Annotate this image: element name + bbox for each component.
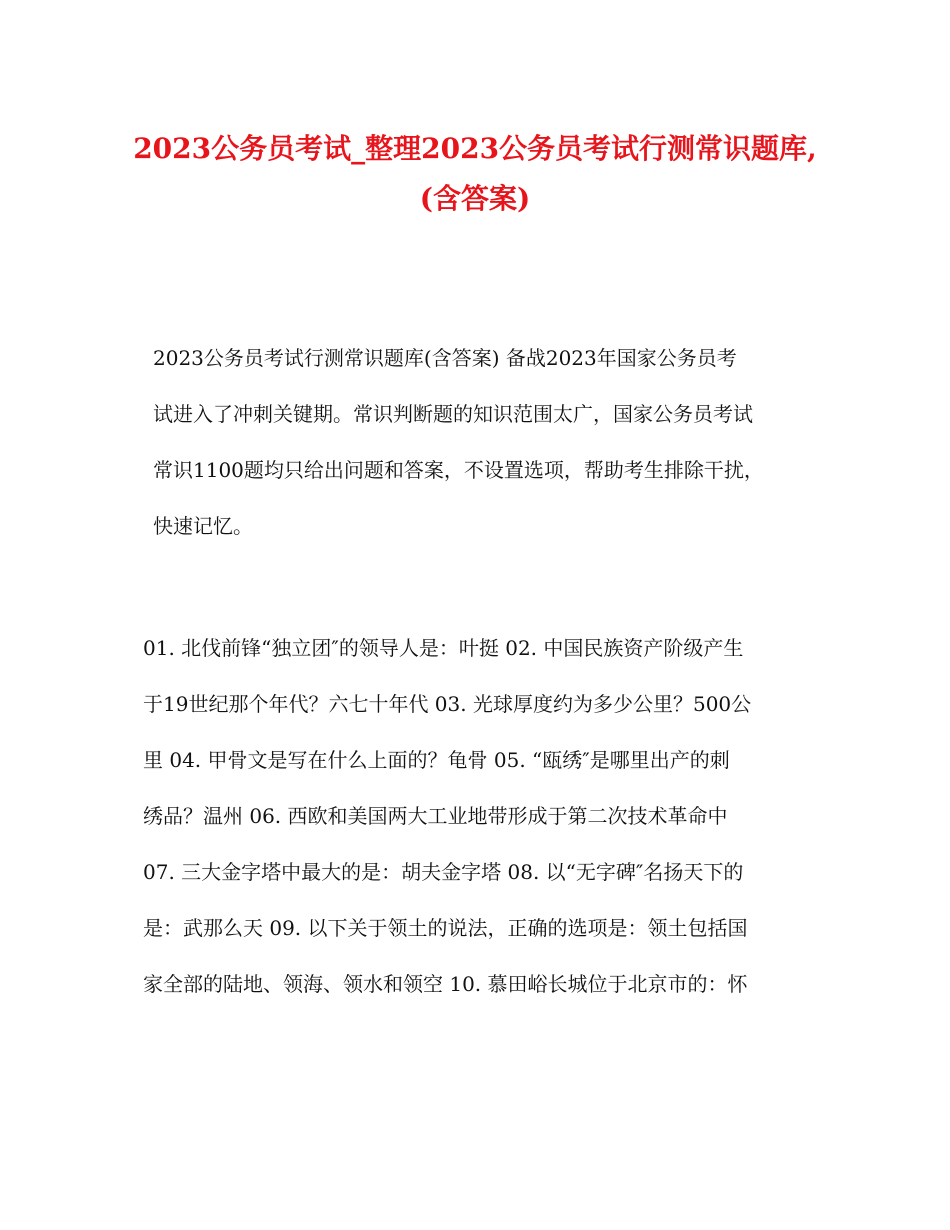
intro-line: 快速记忆。 xyxy=(153,514,253,538)
question-line: 于19世纪那个年代？六七十年代 03. 光球厚度约为多少公里？500公 xyxy=(143,692,752,716)
question-line: 是：武那么天 09. 以下关于领土的说法，正确的选项是：领土包括国 xyxy=(143,916,748,940)
question-line: 07. 三大金字塔中最大的是：胡夫金字塔 08. 以“无字碑″名扬天下的 xyxy=(143,860,744,884)
question-line: 01. 北伐前锋“独立团″的领导人是：叶挺 02. 中国民族资产阶级产生 xyxy=(143,636,744,660)
intro-paragraph xyxy=(143,330,813,554)
intro-line: 试进入了冲刺关键期。常识判断题的知识范围太广，国家公务员考试 xyxy=(153,402,753,426)
question-line: 绣品？温州 06. 西欧和美国两大工业地带形成于第二次技术革命中 xyxy=(143,804,728,828)
title-line-2: (含答案) xyxy=(419,182,531,215)
intro-line: 2023公务员考试行测常识题库(含答案) 备战2023年国家公务员考 xyxy=(153,346,737,370)
question-line: 家全部的陆地、领海、领水和领空 10. 慕田峪长城位于北京市的：怀 xyxy=(143,972,748,996)
intro-line: 常识1100题均只给出问题和答案，不设置选项，帮助考生排除干扰， xyxy=(153,458,764,482)
question-line: 里 04. 甲骨文是写在什么上面的？龟骨 05. “瓯绣″是哪里出产的刺 xyxy=(143,748,730,772)
title-line-1: 2023公务员考试_整理2023公务员考试行测常识题库, xyxy=(133,132,817,165)
question-list-paragraph xyxy=(143,620,813,1012)
document-title xyxy=(60,124,890,224)
